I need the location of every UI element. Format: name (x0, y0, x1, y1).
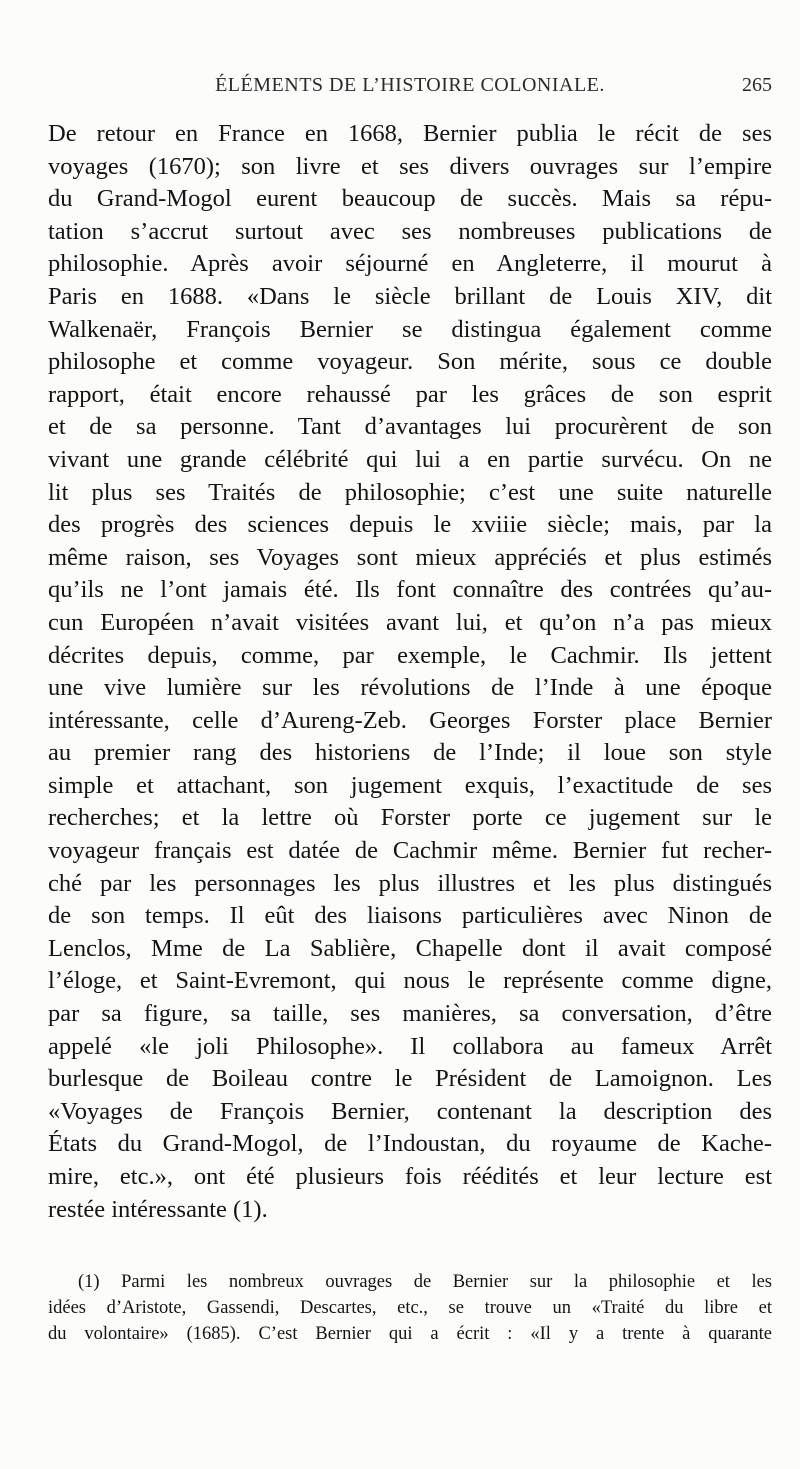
body-line: philosophie. Après avoir séjourné en Angleterre, il mourut à (48, 250, 772, 278)
footnote (48, 1269, 772, 1347)
body-line: intéressante, celle d’Aureng-Zeb. Georges Forster place Bernier (48, 706, 772, 734)
body-line: ché par les personnages les plus illustres et les plus distingués (48, 869, 772, 897)
footnote-line: (1) Parmi les nombreux ouvrages de Bernier sur la philosophie et les (78, 1272, 772, 1292)
body-line: simple et attachant, son jugement exquis, l’exactitude de ses (48, 771, 772, 799)
body-line: voyageur français est datée de Cachmir même. Bernier fut recher- (48, 837, 772, 865)
footnote-line: idées d’Aristote, Gassendi, Descartes, etc., se trouve un «Traité du libre et (48, 1298, 772, 1318)
body-line: vivant une grande célébrité qui lui a en partie survécu. On ne (48, 445, 772, 473)
body-line: De retour en France en 1668, Bernier publia le récit de ses (48, 120, 772, 147)
body-line: décrites depuis, comme, par exemple, le Cachmir. Ils jettent (48, 641, 772, 669)
body-line: voyages (1670); son livre et ses divers ouvrages sur l’empire (48, 152, 772, 180)
body-line: recherches; et la lettre où Forster porte ce jugement sur le (48, 804, 772, 832)
body-line: Walkenaër, François Bernier se distingua également comme (48, 315, 772, 343)
body-line: Lenclos, Mme de La Sablière, Chapelle dont il avait composé (48, 934, 772, 962)
body-line: philosophe et comme voyageur. Son mérite, sous ce double (48, 348, 772, 376)
body-line: cun Européen n’avait visitées avant lui, et qu’on n’a pas mieux (48, 608, 772, 636)
body-line: par sa figure, sa taille, ses manières, sa conversation, d’être (48, 1000, 772, 1028)
body-line: burlesque de Boileau contre le Président de Lamoignon. Les (48, 1065, 772, 1093)
body-line: appelé «le joli Philosophe». Il collabora au fameux Arrêt (48, 1032, 772, 1060)
body-line: mire, etc.», ont été plusieurs fois réédités et leur lecture est (48, 1163, 772, 1190)
body-line: de son temps. Il eût des liaisons particulières avec Ninon de (48, 902, 772, 930)
body-line: au premier rang des historiens de l’Inde; il loue son style (48, 739, 772, 767)
body-line: même raison, ses Voyages sont mieux appréciés et plus estimés (48, 543, 772, 571)
body-line: lit plus ses Traités de philosophie; c’est une suite naturelle (48, 478, 772, 506)
footnote-line: du volontaire» (1685). C’est Bernier qui a écrit : «Il y a trente à quarante (48, 1324, 772, 1344)
page-number: 265 (742, 74, 772, 96)
running-title: ÉLÉMENTS DE L’HISTOIRE COLONIALE. (215, 74, 605, 96)
body-line: tation s’accrut surtout avec ses nombreuses publications de (48, 217, 772, 245)
body-line-last: restée intéressante (1). (48, 1195, 268, 1223)
body-line: l’éloge, et Saint-Evremont, qui nous le représente comme digne, (48, 967, 772, 995)
body-line: États du Grand-Mogol, de l’Indoustan, du royaume de Kache- (48, 1130, 772, 1158)
running-header (48, 74, 772, 104)
body-line: qu’ils ne l’ont jamais été. Ils font connaître des contrées qu’au- (48, 576, 772, 604)
body-line: Paris en 1688. «Dans le siècle brillant de Louis XIV, dit (48, 282, 772, 310)
body-line: des progrès des sciences depuis le xviiie siècle; mais, par la (48, 511, 772, 539)
body-line: du Grand-Mogol eurent beaucoup de succès. Mais sa répu- (48, 185, 772, 213)
body-line: et de sa personne. Tant d’avantages lui procurèrent de son (48, 413, 772, 441)
body-paragraph (48, 118, 772, 1226)
body-line: rapport, était encore rehaussé par les grâces de son esprit (48, 380, 772, 408)
body-line: une vive lumière sur les révolutions de l’Inde à une époque (48, 674, 772, 702)
body-line: «Voyages de François Bernier, contenant la description des (48, 1097, 772, 1125)
